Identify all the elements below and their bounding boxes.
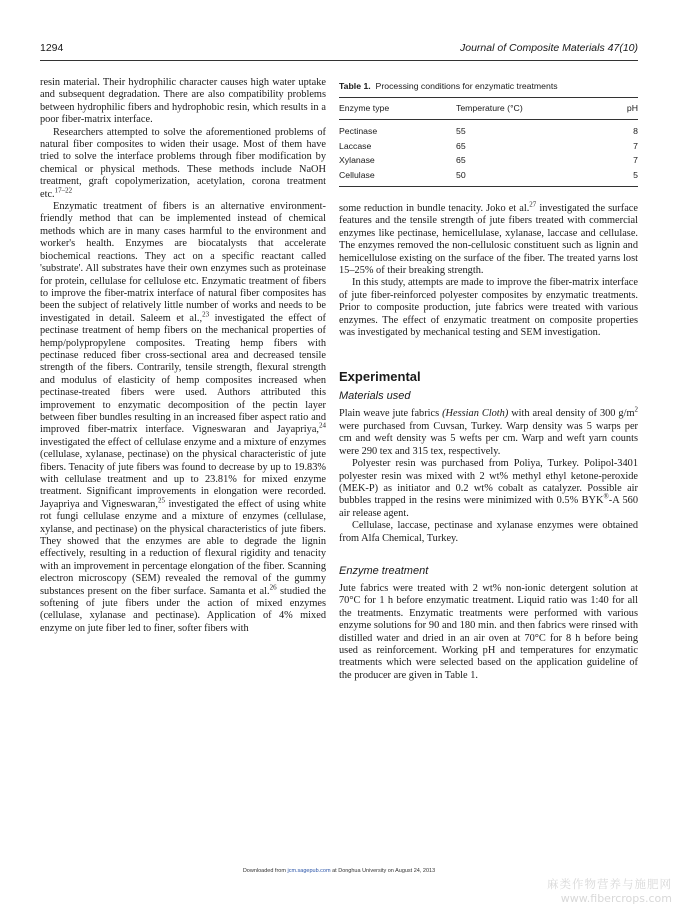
processing-conditions-table bbox=[339, 97, 638, 187]
table-cell: 55 bbox=[456, 126, 466, 136]
table-cell: 50 bbox=[456, 168, 594, 187]
column-header: Temperature (°C) bbox=[456, 98, 594, 120]
table-header-row bbox=[339, 98, 638, 120]
table-cell: 5 bbox=[594, 168, 638, 187]
header-rule bbox=[40, 60, 638, 61]
table-cell: 8 bbox=[633, 126, 638, 136]
paragraph: Plain weave jute fabrics (Hessian Cloth) with areal density of 300 $g/m^2$ were purchased from Cuvsan, Turkey. Warp density was 5 warps per cm and weft density was 5 wefts per cm. Warp and weft yarn counts were 290 tex and 315 tex, respectively. bbox=[339, 406, 638, 457]
paragraph: resin material. Their hydrophilic character causes high water uptake and subsequent degradation. There are also compatibility problems between hydrophilic fibers and hydrophobic resin, which results in a poor fiber-matrix interface. bbox=[40, 77, 326, 126]
page-number: 1294 bbox=[40, 42, 64, 54]
citation-ref: 25 bbox=[157, 496, 165, 505]
table-cell: Laccase bbox=[339, 140, 372, 151]
source-link[interactable]: jcm.sagepub.com bbox=[287, 868, 331, 874]
column-header: Enzyme type bbox=[339, 98, 456, 120]
table-row bbox=[339, 168, 638, 187]
paragraph: Researchers attempted to solve the aforementioned problems of natural fiber composites to widen their usage. Most of them have tried to solve the interface problems through fiber modification by chemical or physical methods. These methods include NaOH treatment, graft copolymerization, acetylation, corona treatment etc.$^{17-22}$ bbox=[40, 126, 326, 200]
table-row bbox=[339, 139, 638, 154]
table-row bbox=[339, 120, 638, 139]
table-cell: 65 bbox=[456, 155, 466, 165]
table-row bbox=[339, 153, 638, 168]
section-heading: Experimental bbox=[339, 369, 421, 385]
running-header bbox=[40, 42, 638, 58]
table-cell: 65 bbox=[456, 140, 466, 151]
citation-ref: 27 bbox=[529, 200, 537, 209]
citation-ref: 23 bbox=[202, 310, 210, 319]
table-cell: 7 bbox=[633, 140, 638, 151]
column-header: pH bbox=[594, 98, 638, 120]
table-cell: Pectinase bbox=[339, 126, 378, 136]
subsection-heading: Materials used bbox=[339, 390, 411, 403]
watermark: 麻类作物营养与施肥网 www.fibercrops.com bbox=[547, 877, 672, 905]
table-cell: 7 bbox=[633, 155, 638, 165]
paragraph: Polyester resin was purchased from Poliya, Turkey. Polipol-3401 polyester resin was mixed with 2 wt% methyl ethyl ketone-peroxide (MEK-P) as initiator and 0.2 wt% cobalt as catalyzer. Possible air bubbles trapped in the resins were minimized with 0.5% BYK®-A 560 air release agent. bbox=[339, 458, 638, 519]
table-caption: Table 1. Processing conditions for enzymatic treatments bbox=[339, 81, 558, 91]
paragraph: Enzymatic treatment of fibers is an alternative environment-friendly method that can be implemented instead of chemical methods which are in many cases harmful to the environment and worker's health. Enzymes are biocatalysts that accelerate biochemical reactions. They act on a specific reactant called 'substrate'. All substrates have their own enzymes such as proteinase for protein, cellulase for cellulose etc. Enzymatic treatment of fibers to improve the fiber-matrix interface of natural fiber composites has been the subject of relatively little number of works and needs to be investigated in detail. Saleem et al.,$^{23}$ investigated the effect of pectinase treatment of hemp fibers on the mechanical properties of hemp/polypropylene composites. Treating hemp fibers with pectinase reduced fiber cross-sectional area and decreased tensile strength of the fibers. Contrarily, tensile strength, flexural strength and modulus of elasticity of hemp composites increased when pectinase-treated fibers were used. Authors attributed this improvement to enzymatic decomposition of the pectin layer between fiber bundles resulting in an increased fiber aspect ratio and improved fiber-matrix interface. Vigneswaran and Jayapriya,$^{24}$ investigated the effect of cellulase enzyme and a mixture of enzymes (cellulase, xylanase, pectinase) on the physical characteristic of jute fibers. Tenacity of jute fibers was found to decrease by up to 19.83% with cellulase treatment and up to 23.81% for mixed enzyme treatment. Significant improvements in elongation were recorded. Jayapriya and Vigneswaran,$^{25}$ investigated the effect of using white rot fungi cellulase enzyme and a mixture of enzymes (cellulase, xylanse, and pectinase) on the physical characteristics of jute fibers. They showed that the enzymes are able to degrade the lignin effectively, resulting in a reduction of flexural rigidity and tenacity with an improvement in percentage elongation of the fiber. Scanning electron microscopy (SEM) revealed the removal of the gummy substances present on the fiber surface. Samanta et al.$^{26}$ studied the softening of jute fibers under the action of mixed enzymes (cellulase, xylanase and pectinase). Application of 4% mixed enzyme on jute fiber led to finer, softer fibers with bbox=[40, 201, 327, 634]
download-footer: Downloaded from jcm.sagepub.com at Donghua University on August 24, 2013 bbox=[242, 868, 436, 874]
citation-ref: 24 bbox=[319, 421, 326, 430]
table-cell: Cellulase bbox=[339, 168, 456, 187]
table-cell: Xylanase bbox=[339, 155, 375, 165]
citation-ref: 17–22 bbox=[54, 186, 73, 195]
paragraph: some reduction in bundle tenacity. Joko et al.$^{27}$ investigated the surface features and the tensile strength of jute fibers treated with commercial enzymes like pectinase, hemicellulase, xylanase, laccase and cellulase. The enzymes removed the non-cellulosic constituent such as lignin and hemicellulose existing on the surface of the fiber. The treated yarns lost 15–25% of their breaking strength. bbox=[339, 200, 638, 277]
journal-title: Journal of Composite Materials 47(10) bbox=[460, 42, 638, 54]
subsection-heading: Enzyme treatment bbox=[339, 564, 429, 577]
paragraph: Cellulase, laccase, pectinase and xylanase enzymes were obtained from Alfa Chemical, Turkey. bbox=[339, 520, 638, 544]
left-column bbox=[40, 77, 326, 635]
paragraph: In this study, attempts are made to improve the fiber-matrix interface of jute fiber-reinforced polyester composites by enzymatic treatments. Prior to composite production, jute fabrics were treated with various enzymes. The effect of enzymatic treatment on composite properties was investigated by mechanical testing and SEM investigation. bbox=[339, 277, 638, 339]
paragraph: Jute fabrics were treated with 2 wt% non-ionic detergent solution at 70°C for 1 h before enzymatic treatment. Liquid ratio was 1:40 for all the treatments. Enzymatic treatments were performed with various enzyme solutions for 90 and 180 min. and then fabrics were rinsed with distilled water and dried in an air oven at 70°C for 8 h before being used as reinforcement. Working pH and temperatures for enzymatic treatments which were selected based on the application guideline of the producer are given in Table 1. bbox=[339, 582, 638, 681]
right-column bbox=[339, 77, 638, 682]
citation-ref: 26 bbox=[269, 583, 277, 592]
